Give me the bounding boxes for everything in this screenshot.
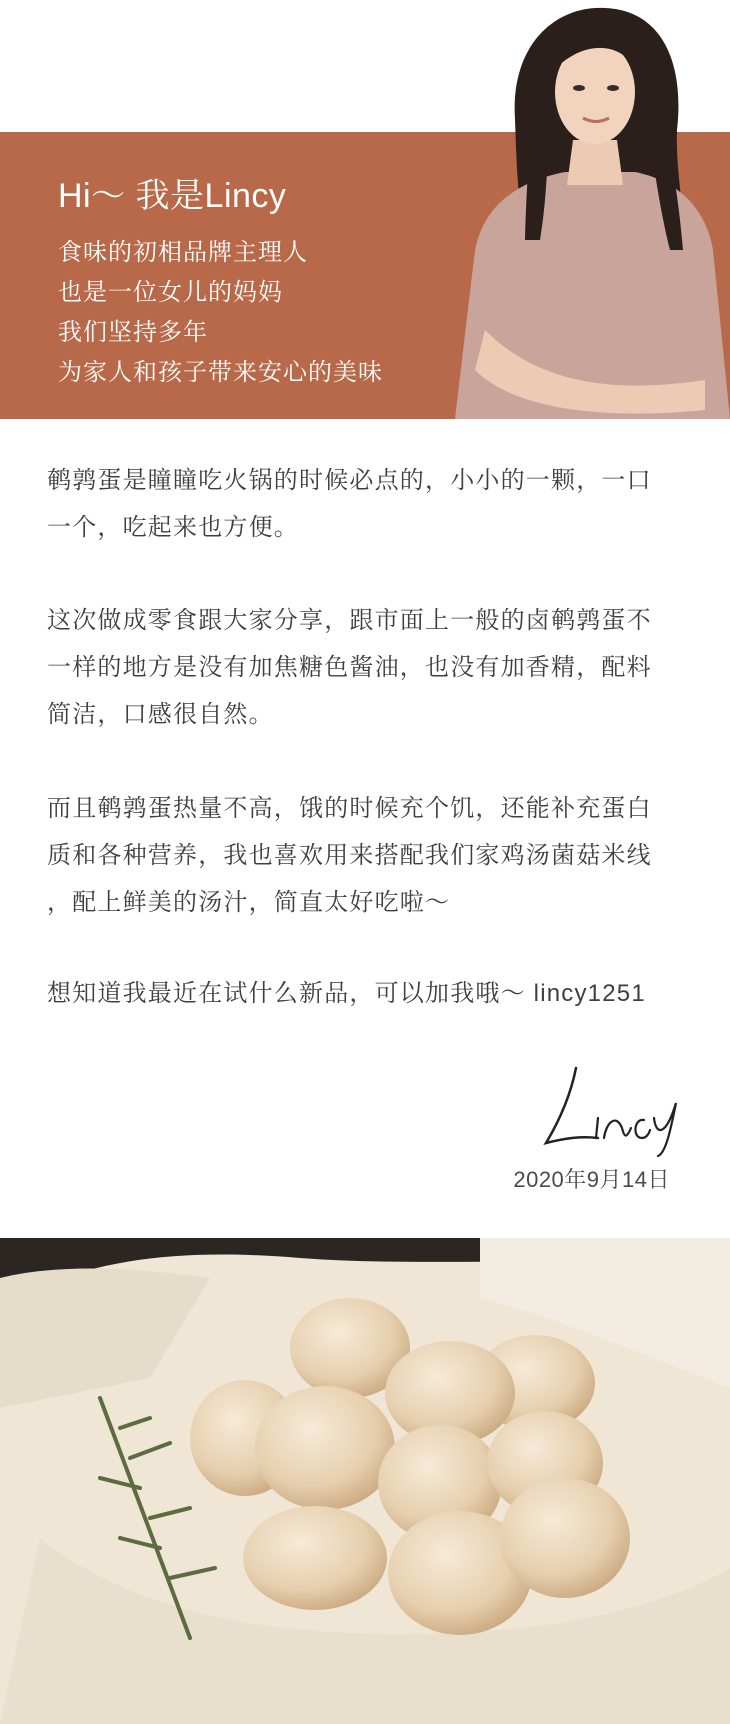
intro-line: 为家人和孩子带来安心的美味 [58, 359, 383, 386]
paragraph-2 [47, 597, 667, 738]
signature-date: 2020年9月14日 [513, 1167, 670, 1192]
paragraph-3 [47, 785, 667, 926]
paragraph-line: 一个，吃起来也方便。 [47, 514, 299, 541]
paragraph-line: 简洁，口感很自然。 [47, 701, 274, 728]
intro-line: 也是一位女儿的妈妈 [58, 279, 283, 306]
paragraph-line: 一样的地方是没有加焦糖色酱油，也没有加香精，配料 [47, 654, 652, 681]
paragraph-1 [47, 457, 667, 551]
author-portrait [455, 0, 730, 419]
quail-eggs-photo [0, 1238, 730, 1724]
paragraph-line: 质和各种营养，我也喜欢用来搭配我们家鸡汤菌菇米线 [47, 842, 652, 869]
paragraph-line: 而且鹌鹑蛋热量不高，饿的时候充个饥，还能补充蛋白 [47, 795, 652, 822]
intro-title: Hi～ 我是Lincy [58, 177, 287, 215]
paragraph-line: 想知道我最近在试什么新品，可以加我哦～ lincy1251 [47, 980, 646, 1007]
intro-line: 食味的初相品牌主理人 [58, 239, 308, 266]
paragraph-line: ，配上鲜美的汤汁，简直太好吃啦～ [47, 889, 451, 916]
paragraph-4 [47, 970, 667, 1017]
paragraph-line: 这次做成零食跟大家分享，跟市面上一般的卤鹌鹑蛋不 [47, 607, 652, 634]
handwritten-signature [536, 1058, 686, 1158]
paragraph-line: 鹌鹑蛋是瞳瞳吃火锅的时候必点的，小小的一颗，一口 [47, 467, 652, 494]
intro-line: 我们坚持多年 [58, 319, 208, 346]
